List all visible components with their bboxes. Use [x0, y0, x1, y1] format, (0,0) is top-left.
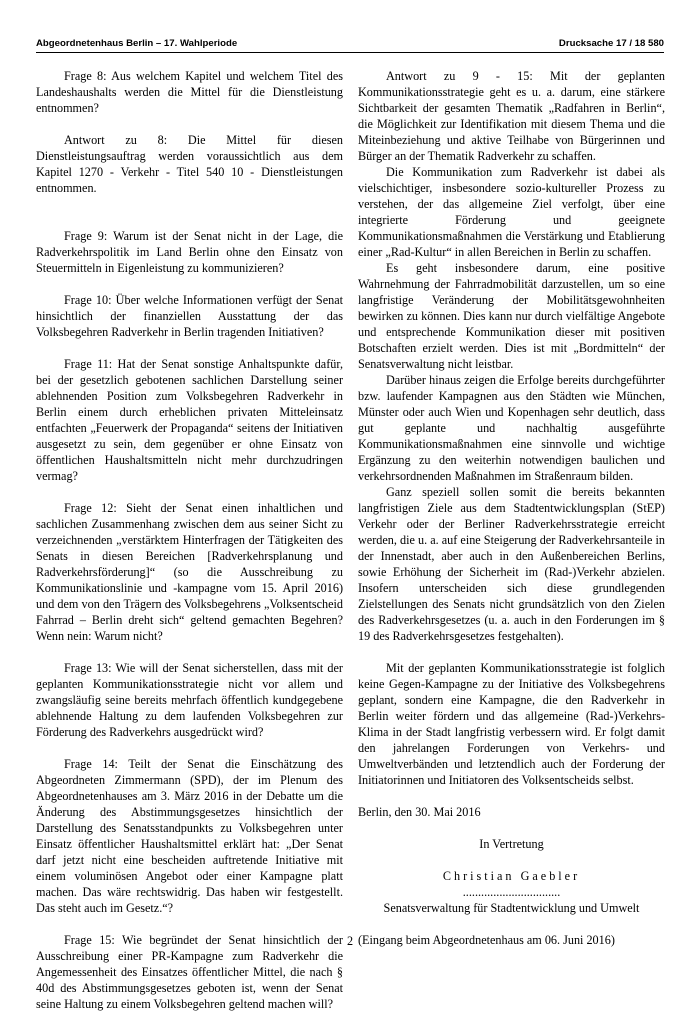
in-vertretung: In Vertretung: [479, 837, 544, 851]
question-15: Frage 15: Wie begründet der Senat hinsichtlich der Ausschreibung einer PR-Kampagne zum Radverkehr die Angemessenheit des Einsatzes öffentlicher Mittel, die nach § 40d des Abstimmungsgesetzes geboten ist, wenn der Senat seine Haltung zu einem Volksbegehren geltend machen will?: [36, 933, 343, 1011]
question-11: Frage 11: Hat der Senat sonstige Anhaltspunkte dafür, bei der gesetzlich gebotenen sachlichen Darstellung seiner ablehnenden Position zum Volksbegehren Radverkehr in Berlin einem durch erheblichen privaten Mitteleinsatz entfachten „Feuerwerk der Propaganda“ seitens der Initiativen ausgesetzt zu sein, dem gegenüber er ohne Einsatz von öffentlichen Haushaltsmitteln nicht mehr durchzudringen vermag?: [36, 357, 343, 483]
question-9: Frage 9: Warum ist der Senat nicht in der Lage, die Radverkehrspolitik im Land Berlin ohne den Einsatz von Steuermitteln in Eigenleistung zu kommunizieren?: [36, 229, 343, 275]
question-14: Frage 14: Teilt der Senat die Einschätzung des Abgeordneten Zimmermann (SPD), der im Plenum des Abgeordnetenhauses am 3. März 2016 in der Debatte um die Änderung des Abstimmungsgesetzes hinsichtlich der Darstellung des Senatsstandpunkts zu Volksbegehren unter Einsatz öffentlicher Haushaltsmittel erklärt hat: „Der Senat darf jetzt nicht eine bescheiden auftretende Initiative mit einem voluminösen Angebot oder einer Kampagne platt machen. Das wäre rechtswidrig. Das haben wir festgestellt. Das steht auch im Gesetz.“?: [36, 757, 343, 915]
answer-9-15-para-4: Darüber hinaus zeigen die Erfolge bereits durchgeführter bzw. laufender Kampagnen aus den Städten wie München, Münster oder auch Wien und Kopenhagen sehr deutlich, dass gut geplante und nachhaltig ausgeführte Kommunikationsmaßnahmen eine sinnvolle und wichtige Ergänzung zu den weiterhin notwendigen baulichen und verkehrsordnenden Maßnahmen im Straßenraum bilden.: [358, 373, 665, 483]
question-13: Frage 13: Wie will der Senat sicherstellen, dass mit der geplanten Kommunikationsstrategie nicht vor allem und zwangsläufig seine bereits mehrfach öffentlich kundgegebene ablehnende Haltung zu dem laufenden Volksbegehren zur Förderung des Radverkehrs ausgedrückt wird?: [36, 661, 343, 739]
answer-9-15-para-3: Es geht insbesondere darum, eine positive Wahrnehmung der Fahrradmobilität darzustellen, um so eine langfristige Veränderung der Mobilitätsgewohnheiten bewirken zu können. Dies kann nur durch vielfältige Angebote und entsprechende Kommunikation dieser mit positiven Botschaften erzielt werden. Dies ist mit „Bordmitteln“ der Senatsverwaltung nicht leistbar.: [358, 261, 665, 371]
right-column: [358, 68, 665, 948]
authority-name: Senatsverwaltung für Stadtentwicklung und Umwelt: [383, 901, 640, 915]
answer-9-15-para-1: Antwort zu 9 - 15: Mit der geplanten Kommunikationsstrategie geht es u. a. darum, eine stärkere Sichtbarkeit der gesamten Thematik „Radfahren in Berlin“, die Möglichkeit zur Identifikation mit diesem Thema und die Miteinbeziehung und aktive Teilhabe von Bürgerinnen und Bürger an der Thematik Radverkehr zu schaffen.: [358, 69, 665, 163]
header-left: Abgeordnetenhaus Berlin – 17. Wahlperiode: [36, 38, 238, 49]
question-10: Frage 10: Über welche Informationen verfügt der Senat hinsichtlich der finanziellen Ausstattung der das Volksbegehren Radverkehr in Berlin tragenden Initiativen?: [36, 293, 343, 339]
question-8: Frage 8: Aus welchem Kapitel und welchem Titel des Landeshaushalts werden die Mittel für die Dienstleistung entnommen?: [36, 69, 343, 115]
answer-9-15-para-5: Ganz speziell sollen somit die bereits bekannten langfristigen Ziele aus dem Stadtentwicklungsplan (StEP) Verkehr oder der Berliner Radverkehrsstrategie erreicht werden, die u. a. auf eine Steigerung der Radverkehrsanteile in der Innenstadt, aber auch in den Außenbereichen Berlins, sowie Erhöhung der Sicherheit im (Rad-)Verkehr abzielen. Insofern unterscheiden sich diese grundlegenden Zielstellungen des Senats nicht grundsätzlich von den Zielen des Radverkehrsgesetzes (u. a. auch in den Forderungen im § 19 des Radverkehrsgesetzes festgehalten).: [358, 485, 665, 643]
receipt-note: (Eingang beim Abgeordnetenhaus am 06. Juni 2016): [358, 933, 615, 947]
answer-9-15-para-6: Mit der geplanten Kommunikationsstrategie ist folglich keine Gegen-Kampagne zu der Initiative des Volksbegehrens geplant, sondern eine Kampagne, die den Radverkehr in Berlin weiter fördern und das allgemeine (Rad-)Verkehrs-Klima in der Stadt langfristig verbessern wird. Er folgt damit den jahrelangen Forderungen von Verkehrs- und Umweltverbänden und letztendlich auch der Forderung der Initiatorinnen und Initiatoren des Volksentscheids selbst.: [358, 661, 665, 787]
signer-name: Christian Gaebler: [442, 869, 581, 883]
answer-9-15-para-2: Die Kommunikation zum Radverkehr ist dabei als vielschichtiger, insbesondere sozio-kultureller Prozess zu verstehen, der das allgemeine Ziel verfolgt, über eine integrierte Förderung und geeignete Kommunikationsmaßnahmen die Verstärkung und Etablierung einer „Rad-Kultur“ in allen Bereichen in Berlin zu schaffen.: [358, 165, 665, 259]
answer-8: Antwort zu 8: Die Mittel für diesen Dienstleistungsauftrag werden voraussichtlich aus dem Kapitel 1270 - Verkehr - Titel 540 10 - Dienstleistungen entnommen.: [36, 133, 343, 195]
left-column: [36, 68, 343, 1012]
place-date: Berlin, den 30. Mai 2016: [358, 805, 481, 819]
header-right: Drucksache 17 / 18 580: [558, 38, 664, 49]
question-12: Frage 12: Sieht der Senat einen inhaltlichen und sachlichen Zusammenhang zwischen dem aus seiner Sicht zu verzeichnenden „verstärktem Hinterfragen der Tätigkeiten des Senats in diesen Bereichen [Radverkehrsplanung und Radverkehrsförderung]“ (so die Ausschreibung zu Kommunikationslinie und -kampagne vom 15. April 2016) und dem von den Trägern des Volksbegehrens „Volksentscheid Fahrrad – Berlin dreht sich“ geltend gemachten Begehren? Wenn nein: Warum nicht?: [36, 501, 343, 643]
signature-dots: ................................: [462, 885, 561, 899]
page-number: 2: [346, 934, 354, 948]
page-header: [36, 38, 664, 53]
